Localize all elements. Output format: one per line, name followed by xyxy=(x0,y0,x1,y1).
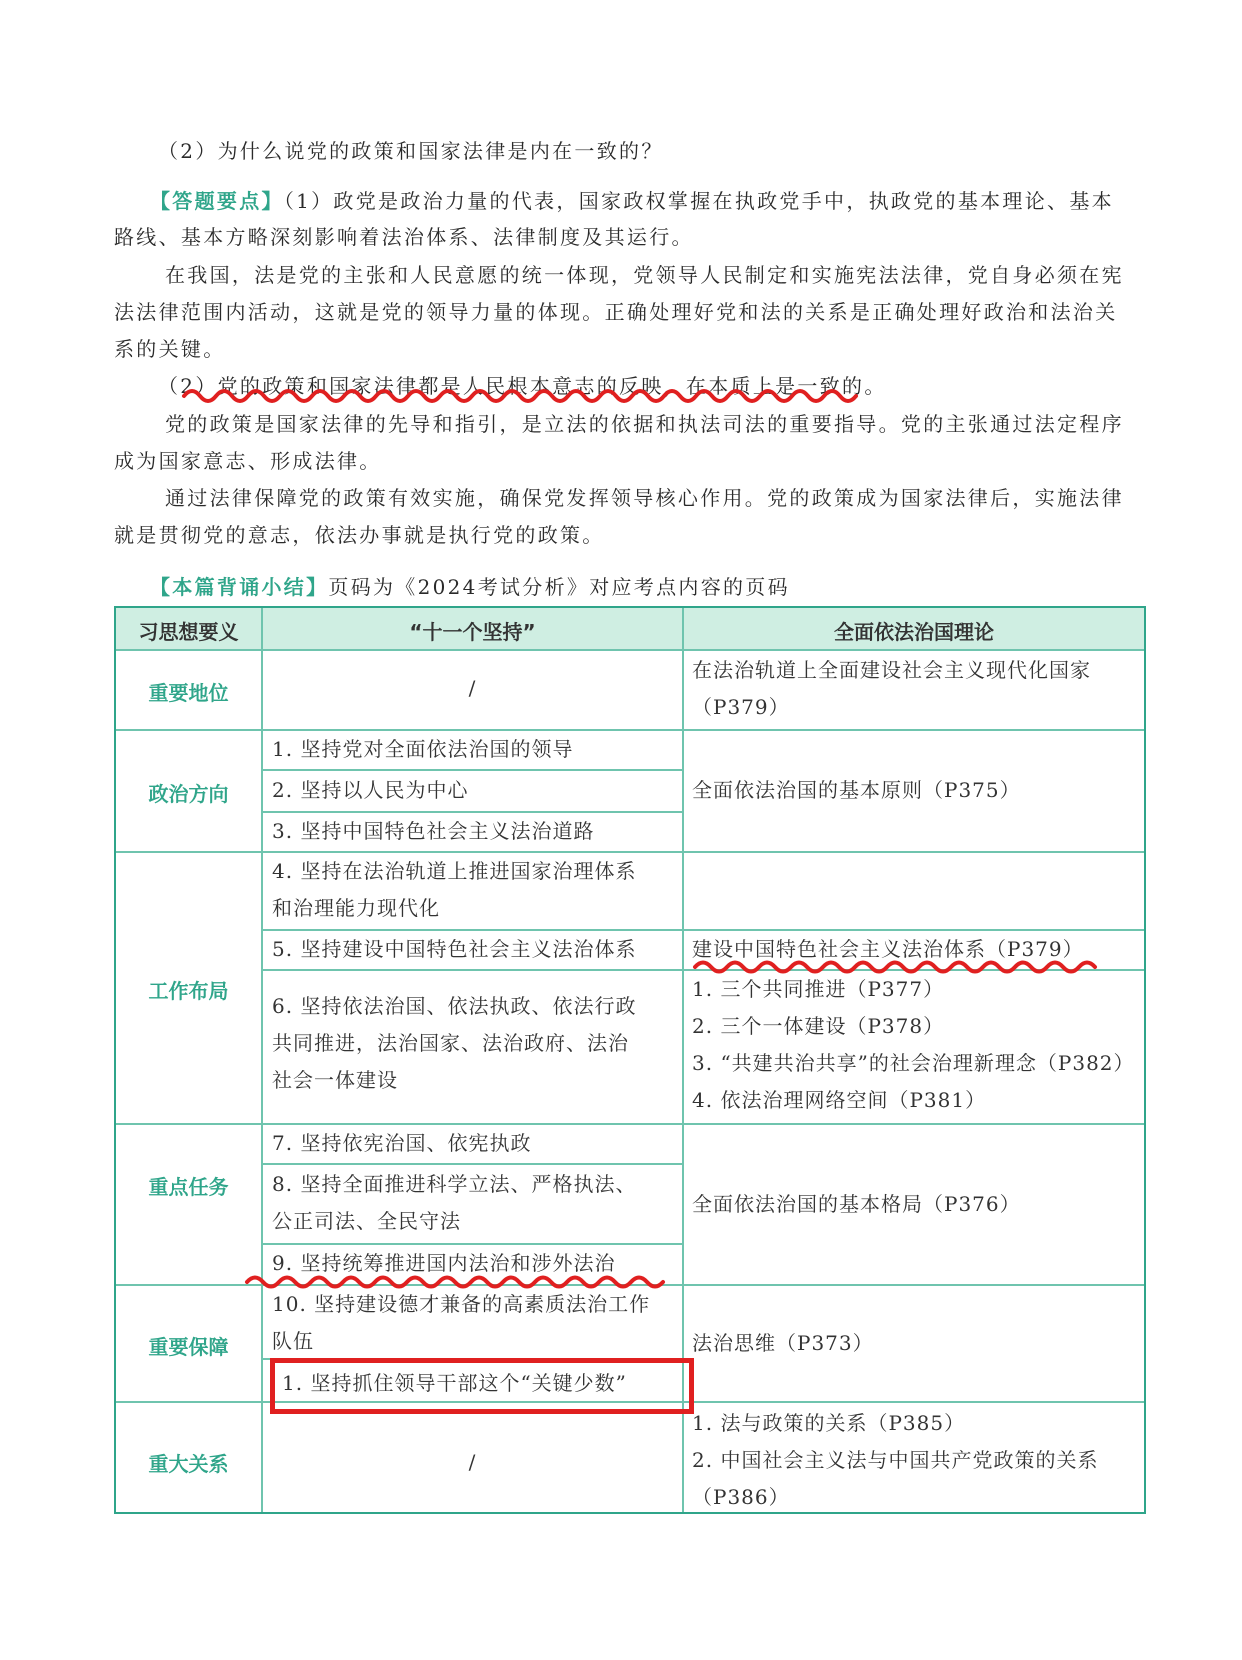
answer-label: 【答题要点】 xyxy=(150,189,284,213)
table-header-col3: 全面依法治国理论 xyxy=(834,620,994,644)
answer-line-6: （2）党的政策和国家法律都是人民根本意志的反映，在本质上是一致的。 xyxy=(158,374,887,398)
insist-11: 1. 坚持抓住领导干部这个“关键少数” xyxy=(282,1371,627,1395)
theory-7a: 1. 法与政策的关系（P385） xyxy=(692,1411,966,1435)
summary-line xyxy=(150,574,790,600)
answer-text-1: （1）政党是政治力量的代表，国家政权掌握在执政党手中，执政党的基本理论、基本 xyxy=(283,189,1114,213)
category-important-status: 重要地位 xyxy=(148,681,229,705)
insist-8b: 公正司法、全民守法 xyxy=(272,1209,461,1233)
sub-divider xyxy=(263,969,682,971)
theory-7c: （P386） xyxy=(692,1485,790,1509)
red-wavy-underline-1 xyxy=(180,384,900,408)
answer-line-2: 路线、基本方略深刻影响着法治体系、法律制度及其运行。 xyxy=(114,225,694,249)
insist-5: 5. 坚持建设中国特色社会主义法治体系 xyxy=(272,937,637,961)
answer-line-4: 法法律范围内活动，这就是党的领导力量的体现。正确处理好党和法的关系是正确处理好政治和法治关 xyxy=(114,300,1118,324)
sub-divider xyxy=(263,769,682,771)
category-important-guarantee: 重要保障 xyxy=(148,1335,229,1359)
theory-1a: 在法治轨道上全面建设社会主义现代化国家 xyxy=(692,658,1091,682)
answer-line-10: 就是贯彻党的意志，依法办事就是执行党的政策。 xyxy=(114,523,605,547)
insist-1: 1. 坚持党对全面依法治国的领导 xyxy=(272,737,574,761)
theory-3: 建设中国特色社会主义法治体系（P379） xyxy=(692,937,1084,961)
theory-6: 法治思维（P373） xyxy=(692,1331,874,1355)
insist-9: 9. 坚持统筹推进国内法治和涉外法治 xyxy=(272,1251,616,1275)
answer-line-1 xyxy=(150,188,1114,214)
question-line: （2）为什么说党的政策和国家法律是内在一致的？ xyxy=(158,139,664,163)
insist-6a: 6. 坚持依法治国、依法执政、依法行政 xyxy=(272,994,637,1018)
row-divider xyxy=(116,649,1144,651)
table-header-col1: 习思想要义 xyxy=(138,620,239,644)
insist-2: 2. 坚持以人民为中心 xyxy=(272,778,469,802)
summary-text: 页码为《2024考试分析》对应考点内容的页码 xyxy=(328,575,790,599)
insist-4a: 4. 坚持在法治轨道上推进国家治理体系 xyxy=(272,859,637,883)
insist-6c: 社会一体建设 xyxy=(272,1068,398,1092)
theory-4b: 2. 三个一体建设（P378） xyxy=(692,1014,945,1038)
theory-1b: （P379） xyxy=(692,695,790,719)
red-highlight-box xyxy=(270,1358,694,1414)
category-work-layout: 工作布局 xyxy=(148,979,229,1003)
red-wavy-underline-2 xyxy=(692,956,1102,978)
table-header-col2: “十一个坚持” xyxy=(409,620,536,644)
slash-cell-1: / xyxy=(468,676,477,700)
insist-10b: 队伍 xyxy=(272,1329,314,1353)
answer-line-7: 党的政策是国家法律的先导和指引，是立法的依据和执法司法的重要指导。党的主张通过法定程序 xyxy=(165,412,1124,436)
answer-line-9: 通过法律保障党的政策有效实施，确保党发挥领导核心作用。党的政策成为国家法律后，实施法律 xyxy=(165,486,1124,510)
theory-4d: 4. 依法治理网络空间（P381） xyxy=(692,1088,987,1112)
category-political-direction: 政治方向 xyxy=(148,782,229,806)
theory-2: 全面依法治国的基本原则（P375） xyxy=(692,778,1021,802)
insist-10a: 10. 坚持建设德才兼备的高素质法治工作 xyxy=(272,1292,651,1316)
theory-4c: 3. “共建共治共享”的社会治理新理念（P382） xyxy=(692,1051,1135,1075)
insist-3: 3. 坚持中国特色社会主义法治道路 xyxy=(272,819,595,843)
answer-line-3: 在我国，法是党的主张和人民意愿的统一体现，党领导人民制定和实施宪法法律，党自身必须在宪 xyxy=(165,263,1124,287)
theory-5: 全面依法治国的基本格局（P376） xyxy=(692,1192,1021,1216)
answer-line-8: 成为国家意志、形成法律。 xyxy=(114,449,382,473)
insist-7: 7. 坚持依宪治国、依宪执政 xyxy=(272,1131,532,1155)
insist-8a: 8. 坚持全面推进科学立法、严格执法、 xyxy=(272,1172,637,1196)
category-key-tasks: 重点任务 xyxy=(148,1175,229,1199)
category-major-relations: 重大关系 xyxy=(148,1452,229,1476)
sub-divider xyxy=(263,1163,682,1165)
answer-line-5: 系的关键。 xyxy=(114,337,226,361)
theory-4a: 1. 三个共同推进（P377） xyxy=(692,977,945,1001)
insist-6b: 共同推进，法治国家、法治政府、法治 xyxy=(272,1031,629,1055)
red-wavy-underline-3 xyxy=(244,1271,674,1293)
insist-4b: 和治理能力现代化 xyxy=(272,896,440,920)
summary-label: 【本篇背诵小结】 xyxy=(150,575,329,599)
theory-7b: 2. 中国社会主义法与中国共产党政策的关系 xyxy=(692,1448,1099,1472)
slash-cell-2: / xyxy=(468,1450,477,1474)
col-divider-1 xyxy=(261,608,263,1512)
